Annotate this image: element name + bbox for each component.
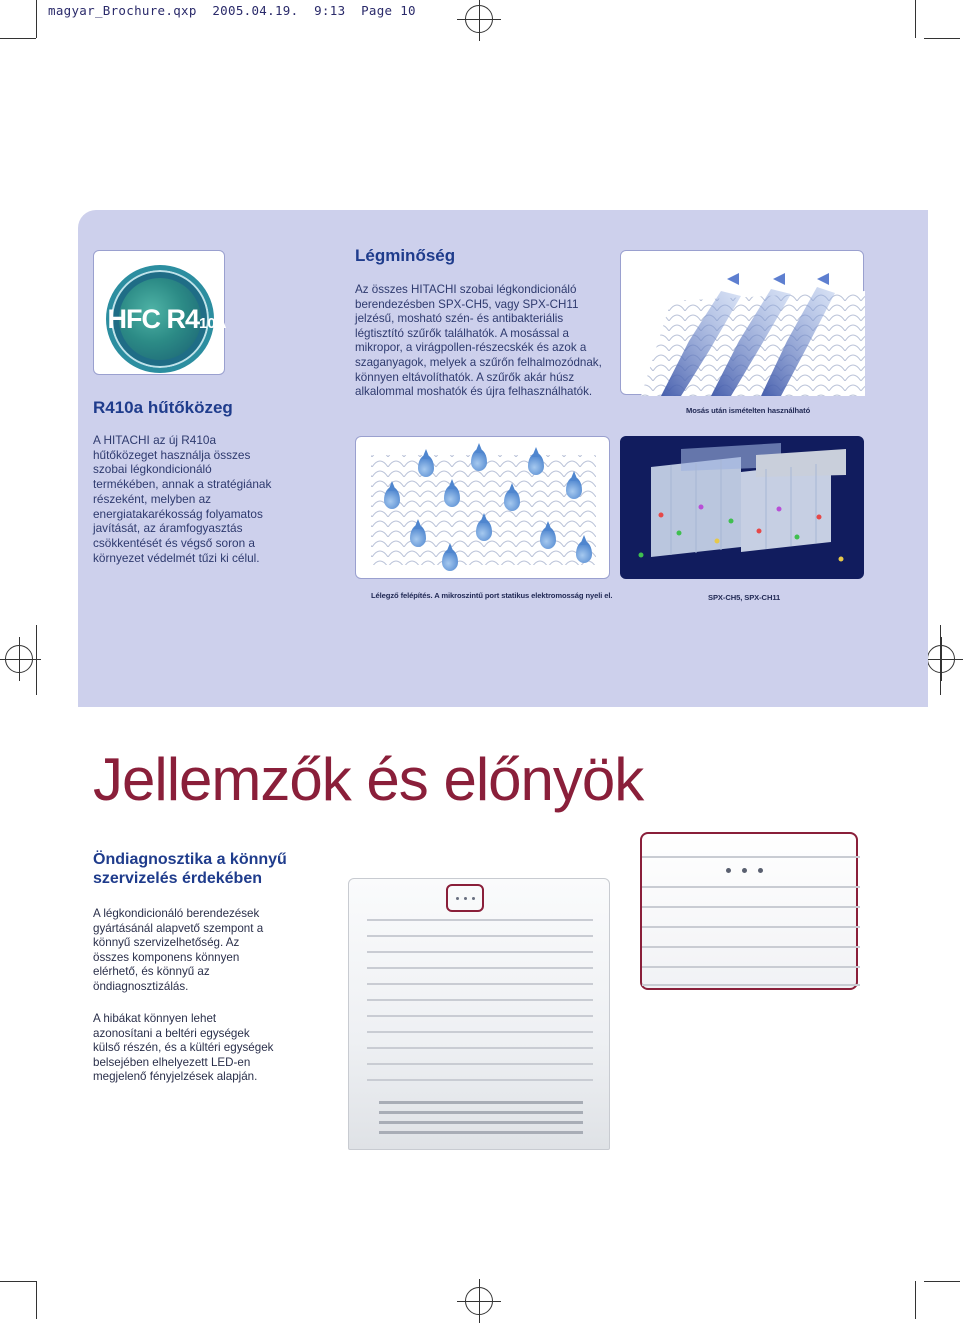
crop-mark xyxy=(36,625,37,695)
features-heading: Jellemzők és előnyök xyxy=(93,746,644,813)
water-drop-icon xyxy=(566,477,582,499)
r410a-body: A HITACHI az új R410a hűtőközeget használja összes szobai légkondicionáló termékében, annak a stratégiának részeként, melyben az energiatakarékosság folyamatos javítását, az áramfogyasztás csökkentését és végső soron a környezet védelmét tűzi ki célul. xyxy=(93,433,272,565)
air-quality-body: Az összes HITACHI szobai légkondicionáló berendezésben SPX-CH5, vagy SPX-CH11 jelzésű, mosható szén- és antibakteriális légtisztító szűrők találhatók. A mosással a mikropor, a virágpollen-részecskék és azok a szaganyagok, melyek a szűrőn felhalmozódnak, könnyen eltávolíthatók. A szűrők akár húsz alkalommal moshatók és újra felhasználhatók. xyxy=(355,283,602,399)
unit-slat xyxy=(367,1015,593,1017)
led-indicator-icon xyxy=(456,897,459,900)
crop-mark xyxy=(924,38,960,39)
unit-grille xyxy=(379,1121,583,1124)
r410a-logo-card xyxy=(93,250,225,375)
unit-slat xyxy=(367,951,593,953)
unit-slat xyxy=(642,906,860,908)
features-paragraph-1: A légkondicionáló berendezések gyártásánál alapvető szempont a könnyű szervizelhetőség. Az összes komponens könnyen elérhető, és könnyű az öndiagnosztizálás. xyxy=(93,907,264,993)
led-indicator-icon xyxy=(758,868,763,873)
slug-file: magyar_Brochure.qxp xyxy=(48,3,197,18)
filter-airflow-graphic xyxy=(621,251,865,396)
features-paragraph-2: A hibákat könnyen lehet azonosítani a beltéri egységek külső részén, és a kültéri egységek belsejében elhelyezett LED-en megjelenő fényjelzések alapján. xyxy=(93,1012,274,1084)
caption-washable: Mosás után ismételten használható xyxy=(686,406,811,415)
unit-slat xyxy=(367,1031,593,1033)
led-highlight-box xyxy=(446,884,484,912)
registration-mark-left xyxy=(5,645,33,673)
water-drop-icon xyxy=(418,455,434,477)
led-indicator-icon xyxy=(726,868,731,873)
water-drop-icon xyxy=(410,525,426,547)
unit-slat xyxy=(367,1063,593,1065)
slug-date: 2005.04.19. xyxy=(212,3,299,18)
r410a-title: R410a hűtőközeg xyxy=(93,398,233,417)
indoor-unit-body xyxy=(348,878,610,1150)
registration-mark-bottom xyxy=(465,1287,493,1315)
unit-slat xyxy=(642,886,860,888)
features-subtitle-line1: Öndiagnosztika a könnyű xyxy=(93,851,287,868)
features-subtitle-line2: szervizelés érdekében xyxy=(93,870,262,887)
unit-slat xyxy=(642,926,860,928)
water-drop-icon xyxy=(576,541,592,563)
hfc-r410a-logo xyxy=(106,265,227,373)
print-slug xyxy=(48,3,416,18)
unit-slat xyxy=(642,946,860,948)
water-drop-icon xyxy=(442,549,458,571)
water-drop-icon xyxy=(476,519,492,541)
unit-slat xyxy=(642,966,860,968)
air-quality-title: Légminőség xyxy=(355,246,456,265)
led-indicator-icon xyxy=(464,897,467,900)
unit-slat xyxy=(367,919,593,921)
unit-slat xyxy=(367,1047,593,1049)
registration-mark-top xyxy=(465,5,493,33)
indoor-unit-image xyxy=(338,870,623,1160)
water-drop-icon xyxy=(540,527,556,549)
water-drop-icon xyxy=(471,449,487,471)
water-drop-icon xyxy=(384,487,400,509)
crop-mark xyxy=(915,0,916,38)
unit-slat xyxy=(367,1079,593,1081)
led-panel-zoom xyxy=(640,832,858,990)
crop-mark xyxy=(940,625,941,695)
crop-mark xyxy=(0,1281,36,1282)
led-indicator-icon xyxy=(742,868,747,873)
filter-structure-image xyxy=(620,436,864,579)
water-drop-icon xyxy=(504,489,520,511)
filter-airflow-image xyxy=(620,250,864,395)
unit-grille xyxy=(379,1111,583,1114)
slug-page: Page 10 xyxy=(361,3,416,18)
unit-slat xyxy=(367,967,593,969)
features-subtitle xyxy=(93,850,287,888)
logo-text: HFC R410A xyxy=(107,304,227,334)
unit-slat xyxy=(642,984,860,986)
caption-models: SPX-CH5, SPX-CH11 xyxy=(708,593,781,602)
water-drop-icon xyxy=(528,453,544,475)
crop-mark xyxy=(36,0,37,38)
crop-mark xyxy=(924,1281,960,1282)
unit-grille xyxy=(379,1101,583,1104)
filter-panels-graphic xyxy=(621,437,865,580)
unit-slat xyxy=(367,999,593,1001)
registration-mark-right xyxy=(927,645,955,673)
unit-slat xyxy=(642,856,860,858)
crop-mark xyxy=(915,1281,916,1319)
crop-mark xyxy=(36,1281,37,1319)
led-indicator-icon xyxy=(472,897,475,900)
unit-slat xyxy=(367,935,593,937)
slug-time: 9:13 xyxy=(314,3,346,18)
crop-mark xyxy=(0,38,36,39)
unit-slat xyxy=(367,983,593,985)
water-drops-image xyxy=(355,436,610,579)
caption-structure: Lélegző felépítés. A mikroszintű port statikus elektromosság nyeli el. xyxy=(371,591,613,600)
unit-grille xyxy=(379,1131,583,1134)
water-drop-icon xyxy=(444,485,460,507)
